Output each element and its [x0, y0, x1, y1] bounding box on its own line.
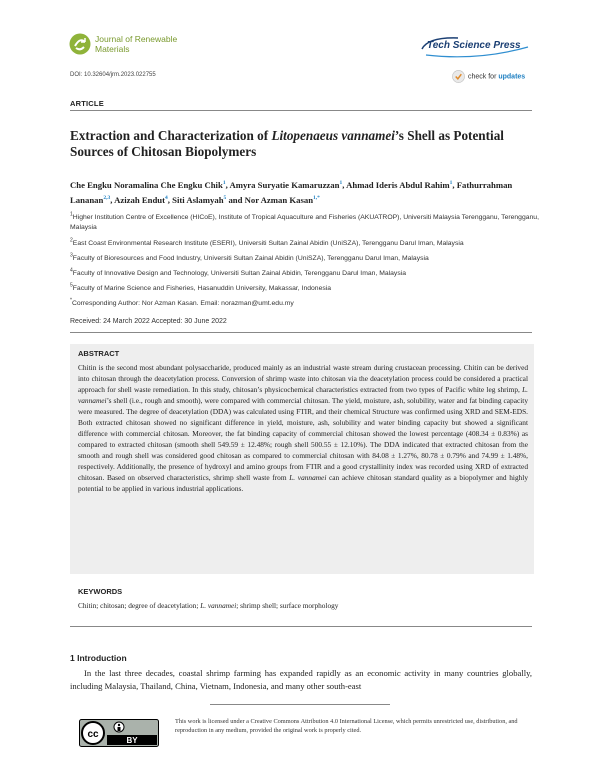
- publisher-name: Tech Science Press: [427, 40, 521, 51]
- divider: [210, 704, 390, 705]
- author: Ahmad Ideris Abdul Rahim$^1$,: [346, 180, 457, 190]
- license-badge-text: BY: [126, 736, 138, 745]
- paper-title: Extraction and Characterization of Litopenaeus vannamei’s Shell as Potential Sources of Chitosan Biopolymers: [70, 128, 504, 159]
- doi[interactable]: DOI: 10.32604/jrm.2023.022755: [70, 72, 156, 78]
- svg-text:cc: cc: [87, 729, 99, 740]
- section-body: In the last three decades, coastal shrimp farming has expanded rapidly as an economic activity in many countries globally, including Malaysia, Thailand, China, Vietnam, Indonesia, and many other south-east: [70, 668, 532, 691]
- keywords-text: Chitin; chitosan; degree of deacetylation; L. vannamei; shrimp shell; surface morphology: [78, 601, 339, 610]
- corresponding-author: *Corresponding Author: Nor Azman Kasan. Email: norazman@umt.edu.my: [70, 297, 294, 307]
- author-list: [70, 178, 540, 208]
- received-accepted-dates: Received: 24 March 2022 Accepted: 30 June 2022: [70, 318, 227, 325]
- affiliation: $^1$Higher Institution Centre of Excellence (HICoE), Institute of Tropical Aquaculture and Fisheries (AKUATROP), Universiti Malaysia Terengganu, Terengganu, Malaysia: [70, 211, 539, 231]
- affiliation: $^4$Faculty of Innovative Design and Technology, Universiti Sultan Zainal Abidin, Terengganu Darul Iman, Malaysia: [70, 267, 407, 277]
- cc-by-license-icon[interactable]: [79, 719, 159, 747]
- journal-logo-icon: [69, 33, 91, 55]
- license-text: This work is licensed under a Creative Commons Attribution 4.0 International License, which permits unrestricted use, distribution, and reproduction in any medium, provided the original work is properly cited.: [175, 718, 518, 735]
- affiliation: $^5$Faculty of Marine Science and Fisheries, Hasanuddin University, Makassar, Indonesia: [70, 282, 332, 292]
- author: Azizah Endut$^4$,: [114, 195, 173, 205]
- article-type: ARTICLE: [70, 99, 104, 108]
- divider: [70, 332, 532, 333]
- check-for-updates-badge[interactable]: [452, 70, 525, 83]
- affiliation: $^3$Faculty of Bioresources and Food Industry, Universiti Sultan Zainal Abidin (UniSZA), Terengganu Darul Iman, Malaysia: [70, 252, 429, 262]
- journal-name: Journal of Renewable Materials: [95, 34, 178, 54]
- author: Che Engku Noramalina Che Engku Chik$^1$,: [70, 180, 230, 190]
- divider: [70, 110, 532, 111]
- check-updates-icon: [452, 70, 465, 83]
- divider: [70, 626, 532, 627]
- author: Fathurrahman Lananan$^{2,3}$,: [70, 180, 513, 205]
- keywords-heading: KEYWORDS: [78, 587, 123, 596]
- check-updates-prefix: check for: [468, 73, 499, 81]
- affiliation: $^2$East Coast Environmental Research Institute (ESERI), Universiti Sultan Zainal Abidin (UniSZA), Terengganu Darul Iman, Malaysia: [70, 237, 464, 247]
- check-updates-suffix: updates: [498, 73, 526, 81]
- author: Nor Azman Kasan$^{1,*}$: [244, 195, 320, 205]
- abstract-text: Chitin is the second most abundant polysaccharide, produced mainly as an industrial waste stream during crustacean processing. Chitin can be derived into chitosan through the deacetylation process. Conversion of shrimp waste into chitosan via the deacetylation process could be considered a practical approach for shell waste remediation. In this study, chitosan’s physicochemical characteristics extracted from two types of Pacific white leg shrimp, L. vannamei’s shell (i.e., rough and smooth), were compared with commercial chitosan. The yield, moisture, ash, solubility, water and fat binding capacity were measured. The degree of deacetylation (DDA) was calculated using FTIR, and their chemical Structure was confirmed using XRD and SEM-EDS. Both extracted chitosan showed no significant difference in yield, moisture, ash, solubility and water binding capacity but showed a significant difference with commercial chitosan. Moreover, the fat binding capacity of commercial chitosan showed the lowest percentage (408.34 ± 0.83%) as compared to extracted chitosan (smooth shell 549.59 ± 12.48%; rough shell 500.55 ± 12.10%). The DDA indicated that extracted chitosan from the smooth and rough shell was considered good chitosan as compared to commercial chitosan with 84.08 ± 1.27%, 80.78 ± 0.79% and 74.99 ± 1.48%, respectively. Additionally, the presence of hydroxyl and amino groups from FTIR and a good crystallinity index was recorded using XRD of extracted chitosan. Based on observed characteristics, shrimp shell waste from L. vannamei can achieve chitosan standard quality as a biopolymer and highly potential to be applied in various industrial applications.: [78, 363, 528, 493]
- section-heading: 1 Introduction: [70, 653, 127, 663]
- author: Amyra Suryatie Kamaruzzan$^1$,: [229, 180, 347, 190]
- abstract-heading: ABSTRACT: [78, 349, 120, 358]
- author: Siti Aslamyah$^5$ and: [172, 195, 245, 205]
